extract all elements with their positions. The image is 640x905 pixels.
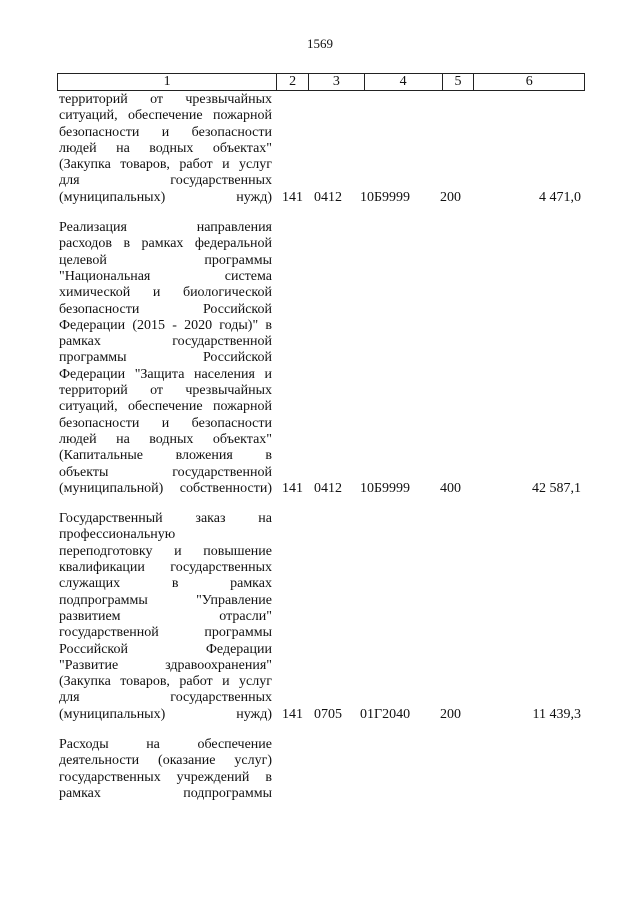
table-header <box>57 73 585 91</box>
description-line: Расходы на обеспечение <box>59 736 272 752</box>
description-line: рамках государственной <box>59 334 272 350</box>
description-line: ситуаций, обеспечение пожарной <box>59 108 272 124</box>
row-description <box>59 92 272 206</box>
row-description <box>59 511 272 723</box>
row-amount: 11 439,3 <box>532 706 581 722</box>
description-line: (муниципальных) нужд) <box>59 189 272 205</box>
header-col-1: 1 <box>58 74 277 90</box>
row-amount: 4 471,0 <box>539 189 581 205</box>
table-row <box>59 737 589 802</box>
description-line: деятельности (оказание услуг) <box>59 753 272 769</box>
description-line: Российской Федерации <box>59 641 272 657</box>
table-row <box>59 220 589 497</box>
page-number: 1569 <box>307 36 333 51</box>
description-line: для государственных <box>59 173 272 189</box>
row-amount: 42 587,1 <box>532 480 581 496</box>
row-expense-type: 400 <box>440 480 461 496</box>
row-section-code: 141 <box>282 189 303 205</box>
description-line: "Национальная система <box>59 268 272 284</box>
description-line: государственных учреждений в <box>59 769 272 785</box>
description-line: территорий от чрезвычайных <box>59 383 272 399</box>
header-col-2: 2 <box>277 74 309 90</box>
row-expense-type: 200 <box>440 189 461 205</box>
description-line: расходов в рамках федеральной <box>59 236 272 252</box>
description-line: Федерации (2015 - 2020 годы)" в <box>59 317 272 333</box>
description-line: (Капитальные вложения в <box>59 448 272 464</box>
row-subsection-code: 0705 <box>314 706 342 722</box>
description-line: подпрограммы "Управление <box>59 592 272 608</box>
header-col-3: 3 <box>309 74 365 90</box>
description-line: служащих в рамках <box>59 576 272 592</box>
description-line: рамках подпрограммы <box>59 785 272 801</box>
description-line: (муниципальных) нужд) <box>59 706 272 722</box>
description-line: Федерации "Защита населения и <box>59 366 272 382</box>
description-line: безопасности Российской <box>59 301 272 317</box>
description-line: территорий от чрезвычайных <box>59 92 272 107</box>
table-row <box>59 511 589 723</box>
row-target-article: 01Г2040 <box>360 706 411 722</box>
description-line: людей на водных объектах" <box>59 431 272 447</box>
description-line: химической и биологической <box>59 285 272 301</box>
description-line: (Закупка товаров, работ и услуг <box>59 157 272 173</box>
row-target-article: 10Б9999 <box>360 480 411 496</box>
header-col-5: 5 <box>443 74 475 90</box>
description-line: ситуаций, обеспечение пожарной <box>59 399 272 415</box>
description-line: Реализация направления <box>59 220 272 236</box>
description-line: развитием отрасли" <box>59 608 272 624</box>
description-line: целевой программы <box>59 252 272 268</box>
description-line: "Развитие здравоохранения" <box>59 657 272 673</box>
description-line: безопасности и безопасности <box>59 124 272 140</box>
table-row <box>59 92 589 206</box>
description-line: профессиональную <box>59 527 176 543</box>
description-line: (муниципальной) собственности) <box>59 480 272 496</box>
row-subsection-code: 0412 <box>314 189 342 205</box>
row-description <box>59 220 272 497</box>
description-line: объекты государственной <box>59 464 272 480</box>
description-line: людей на водных объектах" <box>59 140 272 156</box>
row-section-code: 141 <box>282 480 303 496</box>
header-col-4: 4 <box>365 74 443 90</box>
table-body <box>59 92 589 816</box>
description-line: переподготовку и повышение <box>59 543 272 559</box>
row-target-article: 10Б9999 <box>360 189 411 205</box>
description-line: для государственных <box>59 690 272 706</box>
header-col-6: 6 <box>525 74 533 89</box>
row-description <box>59 737 272 802</box>
row-expense-type: 200 <box>440 706 461 722</box>
row-section-code: 141 <box>282 706 303 722</box>
row-subsection-code: 0412 <box>314 480 342 496</box>
description-line: программы Российской <box>59 350 272 366</box>
description-line: (Закупка товаров, работ и услуг <box>59 674 272 690</box>
description-line: государственной программы <box>59 625 272 641</box>
description-line: квалификации государственных <box>59 560 272 576</box>
description-line: Государственный заказ на <box>59 511 272 527</box>
description-line: безопасности и безопасности <box>59 415 272 431</box>
